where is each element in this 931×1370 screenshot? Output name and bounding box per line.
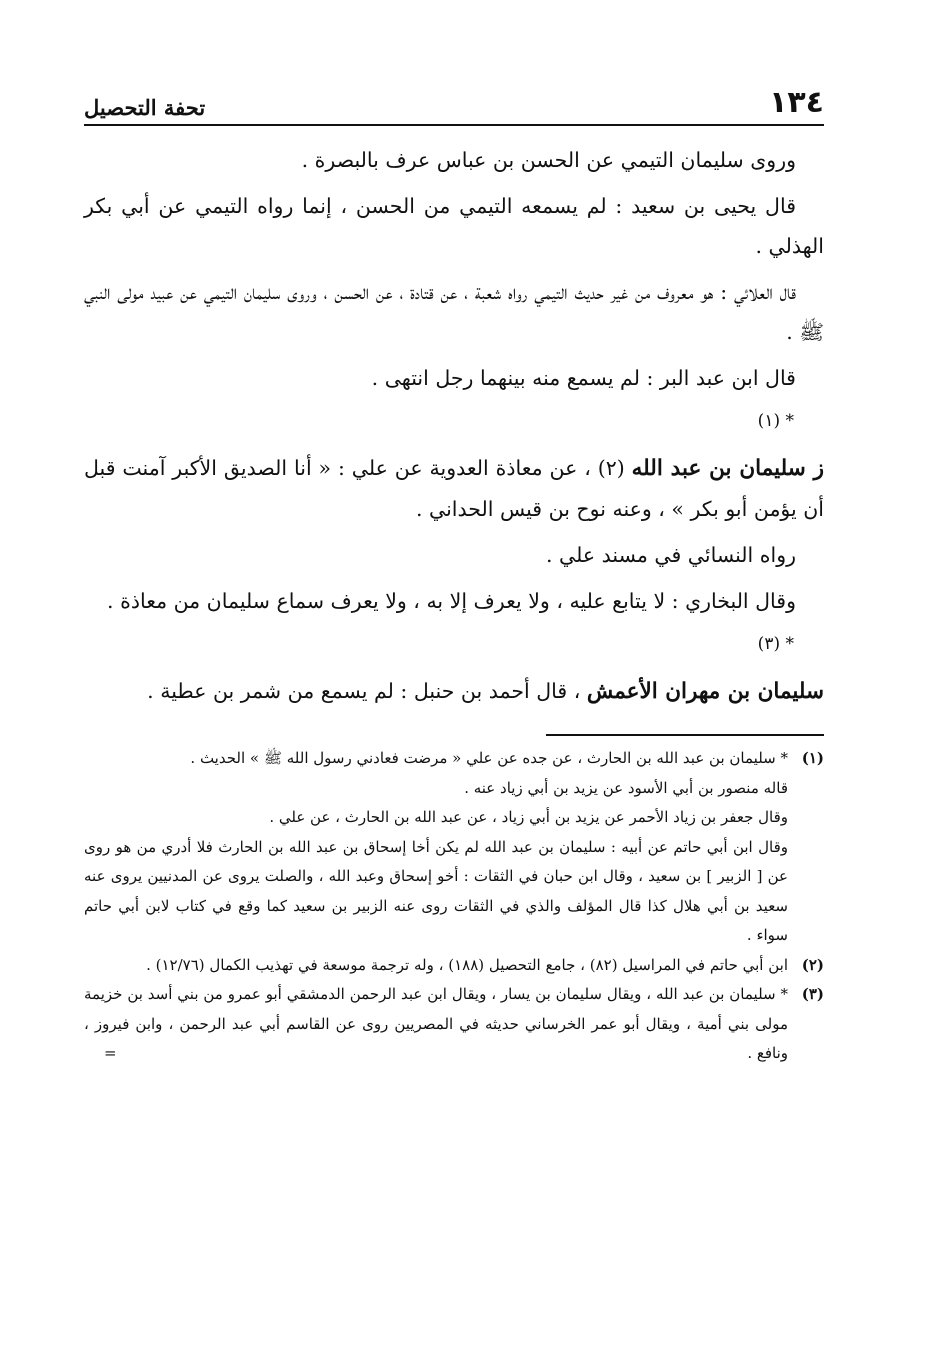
- footnote-text: [84, 980, 788, 1069]
- footnote-number: (٢): [801, 955, 824, 974]
- footnote: [84, 980, 824, 1069]
- footnote-text: قاله منصور بن أبي الأسود عن يزيد بن أبي زياد عنه .: [464, 778, 788, 797]
- footnote-text: * سليمان بن عبد الله بن الحارث ، عن جده عن علي « مرضت فعادني رسول الله ﷺ » الحديث .: [190, 749, 788, 767]
- entry-text: ، عن معاذة العدوية عن علي : « أنا الصديق الأكبر آمنت قبل أن يؤمن أبو بكر » ، وعنه نوح بن قيس الحداني .: [84, 456, 824, 521]
- continuation-mark: =: [104, 1044, 117, 1062]
- paragraph: رواه النسائي في مسند علي .: [546, 543, 796, 567]
- footnote: [84, 744, 824, 951]
- book-page: [84, 78, 824, 1069]
- section-marker: * (١): [757, 411, 794, 431]
- entry-text: ، قال أحمد بن حنبل : لم يسمع من شمر بن عطية .: [147, 679, 587, 703]
- footnote-text: وقال ابن أبي حاتم عن أبيه : سليمان بن عبد الله لم يكن أخا إسحاق بن عبد الله بن الحارث فلا أدري من هو روى عن [ الزبير ] بن سعيد ، وقال ابن حبان في الثقات : أخو إسحاق وعبد الله ، والصلت يروى عن المدنيين يروى عنه سعيد بن أبي هلال كذا قال المؤلف والذي في الثقات روى عنه الزبير بن سعيد كما وقع في كتاب لابن أبي حاتم سواء .: [84, 837, 788, 944]
- paragraph: قال ابن عبد البر : لم يسمع منه بينهما رجل انتهى .: [371, 366, 796, 390]
- entry-paragraph: [84, 448, 824, 529]
- footnote-number: (١): [801, 749, 824, 767]
- entry-title: ز سليمان بن عبد الله: [631, 456, 824, 481]
- paragraph: قال العلائي : هو معروف من غير حديث التيمي رواه شعبة ، عن قتادة ، عن الحسن ، وروى سليمان التيمي عن عبيد مولى النبي ﷺ .: [84, 280, 824, 344]
- section-marker: * (٣): [757, 634, 794, 654]
- paragraph: قال يحيى بن سعيد : لم يسمعه التيمي من الحسن ، إنما رواه التيمي عن أبي بكر الهذلي .: [84, 194, 824, 258]
- footnote-number: (٣): [801, 985, 824, 1003]
- entry-title: سليمان بن مهران الأعمش: [586, 679, 824, 704]
- footnote: [84, 951, 824, 981]
- entry-paragraph: [84, 671, 824, 712]
- paragraph: وقال البخاري : لا يتابع عليه ، ولا يعرف إلا به ، ولا يعرف سماع سليمان من معاذة .: [107, 589, 796, 613]
- footnote-divider: [546, 734, 824, 736]
- running-title: تحفة التحصيل: [84, 95, 206, 120]
- footnote-body: * سليمان بن عبد الله ، ويقال سليمان بن يسار ، ويقال ابن عبد الرحمن الدمشقي أبو عمرو من بني أسد بن خزيمة مولى بني أمية ، ويقال أبو عمر الخرساني حديثه في المصريين روى عن القاسم أبي عبد الرحمن ، وابن فيروز ، ونافع .: [84, 985, 788, 1062]
- footnote-reference: (٢): [597, 456, 625, 480]
- page-number: ١٣٤: [769, 85, 824, 120]
- footnote-text: ابن أبي حاتم في المراسيل (٨٢) ، جامع التحصيل (١٨٨) ، وله ترجمة موسعة في تهذيب الكمال (١٢/٧٦) .: [146, 955, 788, 974]
- main-text: [84, 140, 824, 712]
- paragraph: وروى سليمان التيمي عن الحسن بن عباس عرف بالبصرة .: [301, 148, 796, 172]
- footnote-text: وقال جعفر بن زياد الأحمر عن يزيد بن أبي زياد ، عن عبد الله بن الحارث ، عن علي .: [269, 808, 788, 826]
- page-header: [84, 78, 824, 126]
- footnotes: [84, 744, 824, 1069]
